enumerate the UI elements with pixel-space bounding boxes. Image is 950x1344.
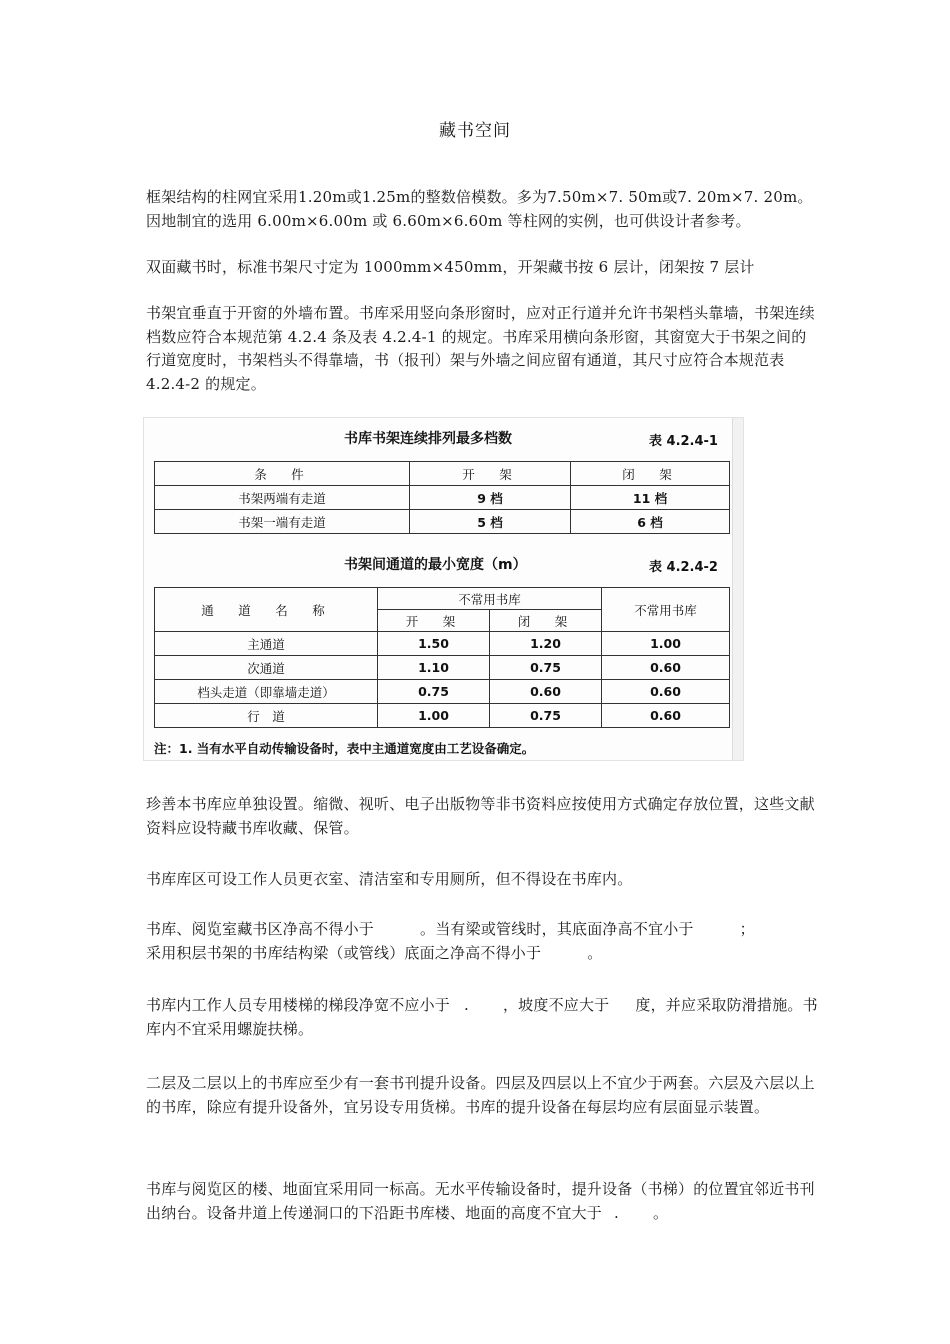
- tables-figure: [143, 417, 744, 761]
- table2-header-closed: 闭 架: [490, 610, 602, 632]
- table2-header-right: 不常用书库: [602, 588, 730, 632]
- paragraph-shelf-layout: 书架宜垂直于开窗的外墙布置。书库采用竖向条形窗时，应对正行道并允许书架档头靠墙，书架连续档数应符合本规范第 4.2.4 条及表 4.2.4-1 的规定。书库采用横向条形窗，其窗宽大于书架之间的行道宽度时，书架档头不得靠墙，书（报刊）架与外墙之间应留有通道，其尺寸应符合本规范表 4.2.4-2 的规定。: [146, 304, 815, 393]
- table2-number: 表 4.2.4-2: [649, 560, 718, 575]
- table1-cell: 5 档: [410, 510, 571, 534]
- table1-caption: 书库书架连续排列最多档数: [344, 431, 512, 447]
- table2-header-open: 开 架: [378, 610, 490, 632]
- table2-cell: 0.60: [490, 680, 602, 704]
- table1-number: 表 4.2.4-1: [649, 434, 718, 449]
- table2-cell: 0.60: [602, 656, 730, 680]
- table1-cell: 6 档: [571, 510, 730, 534]
- paragraph-rare-books: 珍善本书库应单独设置。缩微、视听、电子出版物等非书资料应按使用方式确定存放位置，这些文献资料应设特藏书库收藏、保管。: [146, 795, 815, 837]
- stairs-text-4: 度，并应采取防滑措施。书库内不宜采用螺旋扶梯。: [146, 996, 818, 1038]
- floor-level-text-2: .: [614, 1203, 619, 1222]
- table2-header-name: 通 道 名 称: [155, 588, 378, 632]
- floor-level-text-1: 书库与阅览区的楼、地面宜采用同一标高。无水平传输设备时，提升设备（书梯）的位置宜邻近书刊出纳台。设备井道上传递洞口的下沿距书库楼、地面的高度不宜大于: [146, 1180, 815, 1222]
- figure-edge: [732, 418, 743, 761]
- clear-height-text-3: ；: [739, 920, 755, 938]
- table2-cell: 0.75: [490, 656, 602, 680]
- table-row: [155, 656, 730, 680]
- floor-level-text-3: 。: [652, 1203, 669, 1222]
- table2-cell: 档头走道（即靠墙走道）: [155, 680, 378, 704]
- paragraph-column-grid: 框架结构的柱网宜采用1.20m或1.25m的整数倍模数。多为7.50m×7. 50m或7. 20m×7. 20m。因地制宜的选用 6.00m×6.00m 或 6.60m×6.60m 等柱网的实例，也可供设计者参考。: [146, 188, 813, 230]
- paragraph-clear-height: [146, 918, 818, 965]
- paragraph-staff-rooms: 书库库区可设工作人员更衣室、清洁室和专用厕所，但不得设在书库内。: [146, 870, 633, 888]
- stairs-text-3: ，坡度不应大于: [502, 996, 610, 1014]
- table1-header-condition: 条 件: [155, 462, 410, 486]
- table-row: [155, 704, 730, 728]
- table2-cell: 1.00: [602, 632, 730, 656]
- table2-cell: 主通道: [155, 632, 378, 656]
- table-shelf-max-bays: [154, 461, 730, 534]
- table2-header-row: [155, 588, 730, 610]
- stairs-text-1: 书库内工作人员专用楼梯的梯段净宽不应小于: [146, 996, 451, 1014]
- table-row: [155, 680, 730, 704]
- table1-header-closed: 闭 架: [571, 462, 730, 486]
- paragraph-lift-equipment: 二层及二层以上的书库应至少有一套书刊提升设备。四层及四层以上不宜少于两套。六层及六层以上的书库，除应有提升设备外，宜另设专用货梯。书库的提升设备在每层均应有层面显示装置。: [146, 1074, 815, 1116]
- clear-height-text-2: 。当有梁或管线时，其底面净高不宜小于: [420, 920, 694, 938]
- table1-cell: 书架两端有走道: [155, 486, 410, 510]
- table2-cell: 0.75: [378, 680, 490, 704]
- table2-cell: 1.50: [378, 632, 490, 656]
- table-row: [155, 510, 730, 534]
- table2-caption: 书架间通道的最小宽度（m）: [344, 557, 527, 573]
- table2-cell: 0.60: [602, 680, 730, 704]
- clear-height-text-1: 书库、阅览室藏书区净高不得小于: [146, 920, 375, 938]
- paragraph-shelf-size: 双面藏书时，标准书架尺寸定为 1000mm×450mm，开架藏书按 6 层计，闭架按 7 层计: [146, 258, 755, 276]
- table2-cell: 次通道: [155, 656, 378, 680]
- paragraph-floor-level: [146, 1178, 818, 1225]
- table2-header-group: 不常用书库: [378, 588, 602, 610]
- table2-cell: 0.75: [490, 704, 602, 728]
- table1-header-row: [155, 462, 730, 486]
- table1-cell: 书架一端有走道: [155, 510, 410, 534]
- clear-height-text-4: 采用积层书架的书库结构梁（或管线）底面之净高不得小于: [146, 943, 542, 962]
- table-aisle-min-width: [154, 587, 730, 728]
- table-row: [155, 486, 730, 510]
- table2-cell: 0.60: [602, 704, 730, 728]
- table2-cell: 1.20: [490, 632, 602, 656]
- table-row: [155, 632, 730, 656]
- stairs-text-2: .: [464, 996, 469, 1014]
- page-title: 藏书空间: [439, 121, 511, 141]
- paragraph-staff-stairs: [146, 994, 818, 1041]
- table1-header-open: 开 架: [410, 462, 571, 486]
- table2-cell: 1.10: [378, 656, 490, 680]
- table2-cell: 1.00: [378, 704, 490, 728]
- table1-cell: 11 档: [571, 486, 730, 510]
- table2-note: 注：1. 当有水平自动传输设备时，表中主通道宽度由工艺设备确定。: [154, 741, 535, 756]
- table1-cell: 9 档: [410, 486, 571, 510]
- clear-height-text-5: 。: [587, 943, 603, 962]
- table2-cell: 行 道: [155, 704, 378, 728]
